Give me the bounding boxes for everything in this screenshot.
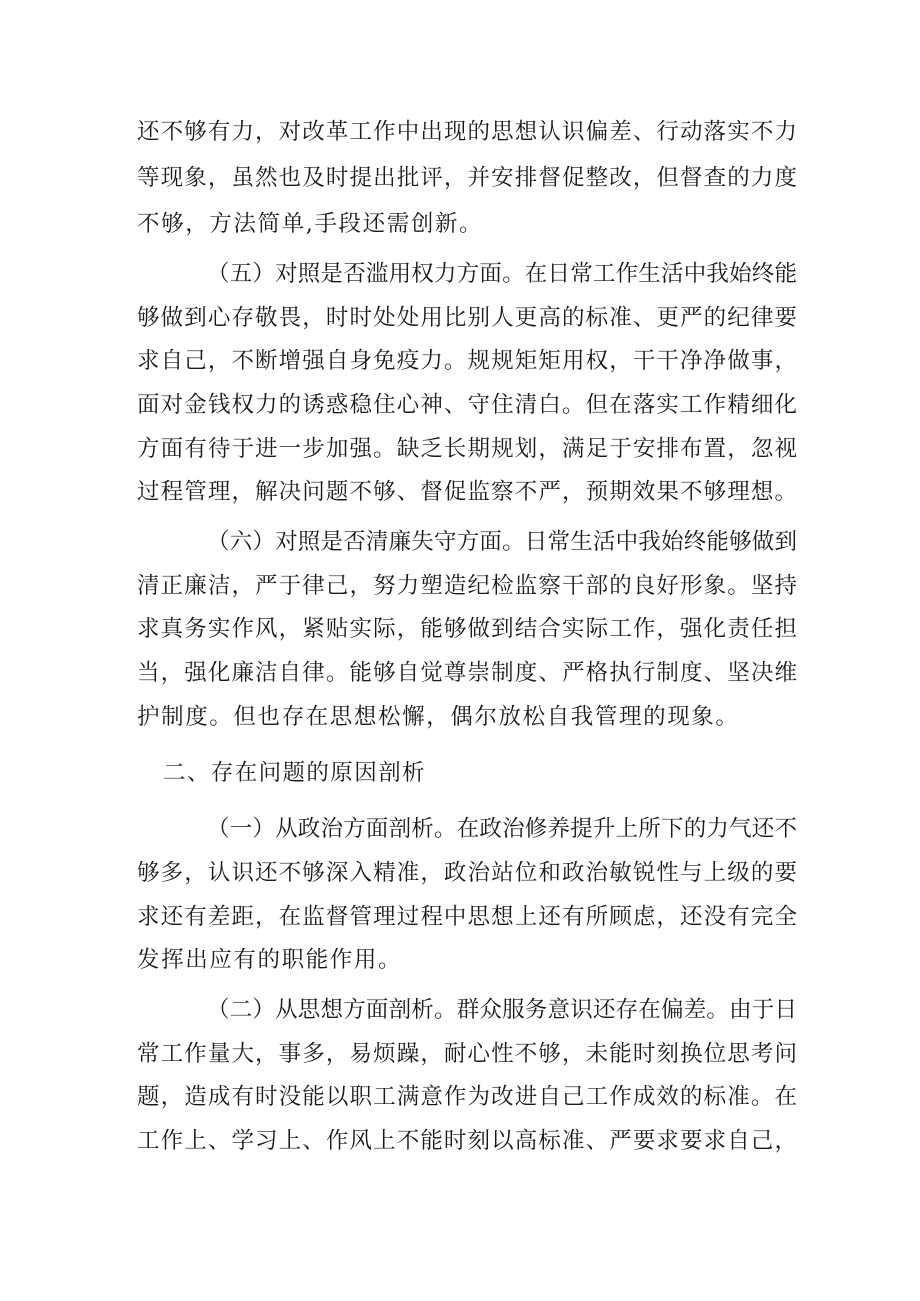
text-line: 还不够有力，对改革工作中出现的思想认识偏差、行动落实不力 <box>137 119 797 145</box>
section-heading: 二、存在问题的原因剖析 <box>163 760 426 786</box>
text-line: 够多，认识还不够深入精准，政治站位和政治敏锐性与上级的要 <box>137 860 797 886</box>
text-line: 护制度。但也存在思想松懈，偶尔放松自我管理的现象。 <box>137 704 740 730</box>
text-line: （六）对照是否清廉失守方面。日常生活中我始终能够做到 <box>207 529 797 555</box>
text-line: 求真务实作风，紧贴实际，能够做到结合实际工作，强化责任担 <box>137 616 797 642</box>
text-line: 够做到心存敬畏，时时处处用比别人更高的标准、更严的纪律要 <box>137 305 797 331</box>
text-line: 不够，方法简单,手段还需创新。 <box>137 211 484 237</box>
text-line: 求还有差距，在监督管理过程中思想上还有所顾虑，还没有完全 <box>137 904 797 930</box>
text-line: 当，强化廉洁自律。能够自觉尊崇制度、严格执行制度、坚决维 <box>137 660 797 686</box>
text-line: （二）从思想方面剖析。群众服务意识还存在偏差。由于日 <box>207 997 797 1023</box>
text-line: 清正廉洁，严于律己，努力塑造纪检监察干部的良好形象。坚持 <box>137 573 797 599</box>
text-line: 方面有待于进一步加强。缺乏长期规划，满足于安排布置，忽视 <box>137 436 797 462</box>
text-line: 求自己，不断增强自身免疫力。规规矩矩用权，干干净净做事， <box>137 348 797 374</box>
text-line: 过程管理，解决问题不够、督促监察不严，预期效果不够理想。 <box>137 479 797 505</box>
text-line: 工作上、学习上、作风上不能时刻以高标准、严要求要求自己， <box>137 1128 797 1154</box>
text-line: 题，造成有时没能以职工满意作为改进自己工作成效的标准。在 <box>137 1084 797 1110</box>
text-line: 等现象，虽然也及时提出批评，并安排督促整改，但督查的力度 <box>137 165 797 191</box>
text-line: （一）从政治方面剖析。在政治修养提升上所下的力气还不 <box>207 816 797 842</box>
text-line: 面对金钱权力的诱惑稳住心神、守住清白。但在落实工作精细化 <box>137 392 797 418</box>
text-line: 发挥出应有的职能作用。 <box>137 947 403 973</box>
text-line: （五）对照是否滥用权力方面。在日常工作生活中我始终能 <box>207 261 797 287</box>
text-line: 常工作量大，事多，易烦躁，耐心性不够，未能时刻换位思考问 <box>137 1041 797 1067</box>
